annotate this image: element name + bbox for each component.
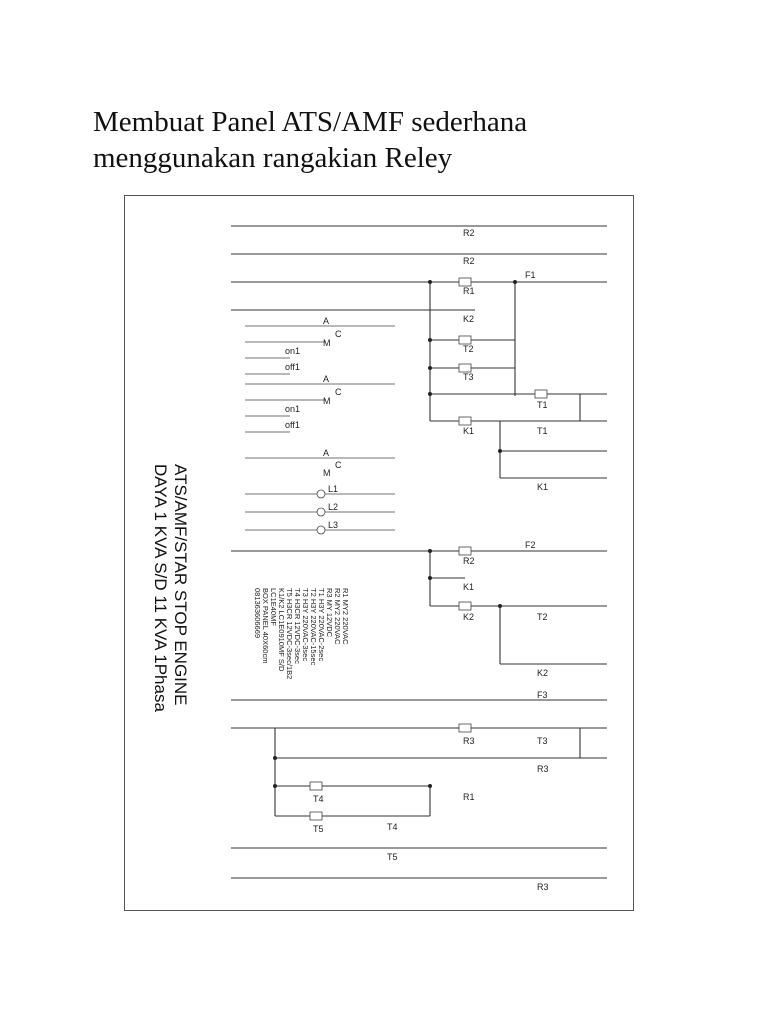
- rail-wires: [231, 226, 607, 878]
- legend-item: LC1E40MF: [269, 588, 278, 626]
- label-l2: L2: [328, 502, 339, 512]
- coil-icon: [459, 547, 471, 555]
- label-k2: K2: [537, 668, 549, 678]
- legend-item: T5 H3CR 12VDC-3sec/1B2: [285, 588, 294, 680]
- label-k2: K2: [463, 612, 475, 622]
- label-c: C: [335, 329, 342, 339]
- coil-icon: [535, 390, 547, 398]
- relay-wiring-diagram: [125, 196, 633, 910]
- legend-item: R3 MY 12VDC: [325, 588, 334, 638]
- label-k2: K2: [463, 314, 475, 324]
- label-r1: R1: [463, 792, 475, 802]
- legend-item: T3 H3Y 220VAC-3sec: [301, 588, 310, 662]
- label-r2: R2: [463, 228, 475, 238]
- label-off1: off1: [285, 420, 300, 430]
- label-f1: F1: [525, 270, 536, 280]
- legend-item: BOX PANEL 40X60cm: [261, 588, 270, 664]
- junction-dots: [273, 280, 517, 788]
- legend-item: R1 MY2 220VAC: [341, 588, 350, 645]
- coil-icon: [459, 336, 471, 344]
- label-m: M: [323, 396, 331, 406]
- article-heading: [93, 104, 693, 176]
- label-r3: R3: [537, 764, 549, 774]
- label-t5: T5: [387, 852, 398, 862]
- legend-item: T1 H3Y 220VAC-2sec: [317, 588, 326, 662]
- label-m: M: [323, 468, 331, 478]
- component-legend: [253, 588, 350, 679]
- label-r2: R2: [463, 556, 475, 566]
- coil-icon: [459, 417, 471, 425]
- label-t2: T2: [463, 344, 474, 354]
- label-on1: on1: [285, 404, 301, 414]
- label-k1: K1: [463, 582, 475, 592]
- label-t3: T3: [537, 736, 548, 746]
- lamp-icon: [317, 508, 325, 516]
- lamp-icon: [317, 490, 325, 498]
- label-k1: K1: [463, 426, 475, 436]
- label-r2: R2: [463, 256, 475, 266]
- coil-icon: [310, 782, 322, 790]
- label-t3: T3: [463, 372, 474, 382]
- selector-switch-rows: [245, 316, 395, 534]
- label-a: A: [323, 316, 330, 326]
- label-t5: T5: [313, 824, 324, 834]
- schematic-sheet: [124, 195, 634, 911]
- label-on1: on1: [285, 346, 301, 356]
- label-f3: F3: [537, 690, 548, 700]
- article-title-line-1: Membuat Panel ATS/AMF sederhana: [93, 106, 528, 138]
- label-a: A: [323, 448, 330, 458]
- label-r3: R3: [537, 882, 549, 892]
- label-t2: T2: [537, 612, 548, 622]
- coil-icon: [459, 724, 471, 732]
- label-t4: T4: [387, 822, 398, 832]
- coil-icon: [459, 364, 471, 372]
- article-title-line-2: menggunakan rangakian Reley: [93, 142, 453, 174]
- legend-item: T2 H3Y 220VAC-15sec: [309, 588, 318, 666]
- label-t4: T4: [313, 794, 324, 804]
- relay-components: [310, 228, 549, 892]
- label-c: C: [335, 387, 342, 397]
- legend-item: K1/K2 LC1E0910MF S/D: [277, 588, 286, 672]
- diagram-title-line-1: ATS/AMF/STAR STOP ENGINE: [171, 464, 190, 706]
- label-l1: L1: [328, 484, 339, 494]
- label-k1: K1: [537, 482, 549, 492]
- label-r3: R3: [463, 736, 475, 746]
- legend-item: T4 H3CR 12VDC-3sec: [293, 588, 302, 664]
- label-a: A: [323, 374, 330, 384]
- label-l3: L3: [328, 520, 339, 530]
- label-off1: off1: [285, 362, 300, 372]
- lamp-icon: [317, 526, 325, 534]
- label-m: M: [323, 338, 331, 348]
- coil-icon: [459, 602, 471, 610]
- diagram-title-line-2: DAYA 1 KVA S/D 11 KVA 1Phasa: [151, 464, 170, 712]
- label-t1: T1: [537, 426, 548, 436]
- label-t1: T1: [537, 400, 548, 410]
- label-c: C: [335, 460, 342, 470]
- label-f2: F2: [525, 540, 536, 550]
- legend-item: R2 MY2 220VAC: [333, 588, 342, 645]
- coil-icon: [310, 812, 322, 820]
- coil-icon: [459, 278, 471, 286]
- label-r1: R1: [463, 286, 475, 296]
- legend-item: 081363606669: [253, 588, 262, 639]
